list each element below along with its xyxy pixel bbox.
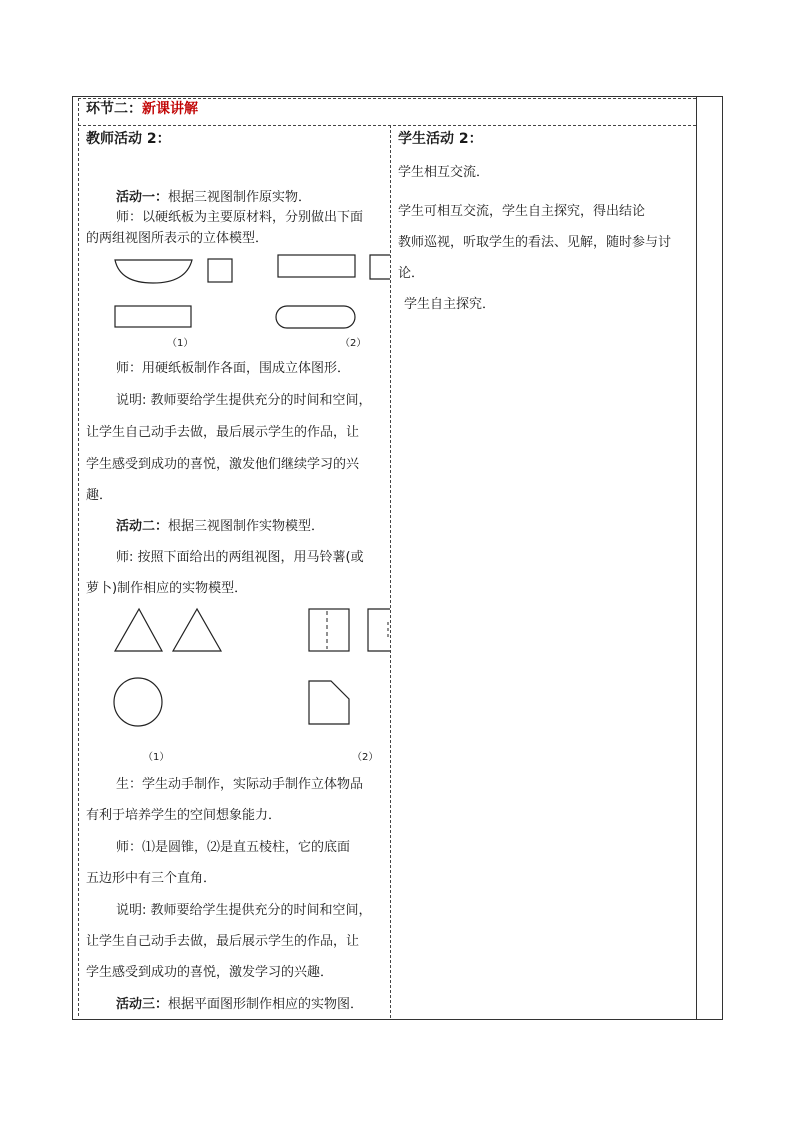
figure2-label-2: （2） <box>352 752 379 763</box>
p7-line3: 学生感受到成功的喜悦，激发学习的兴趣． <box>86 965 334 980</box>
student-line-4: 论． <box>398 266 425 281</box>
teacher-heading: 教师活动 2： <box>86 131 171 147</box>
section-label: 环节二： <box>86 101 142 117</box>
student-heading: 学生活动 2： <box>398 131 483 147</box>
p3-line1: 说明: 教师要给学生提供充分的时间和空间， <box>116 393 372 408</box>
triangle-view-2 <box>173 609 221 651</box>
triangle-view-1 <box>115 609 162 651</box>
p5-line1: 生：学生动手制作，实际动手制作立体物品 <box>116 777 364 792</box>
p3-line3: 学生感受到成功的喜悦，激发他们继续学习的兴 <box>86 457 360 472</box>
p3-line2: 让学生自己动手去做，最后展示学生的作品，让 <box>86 425 360 440</box>
p4-line1: 师: 按照下面给出的两组视图，用马铃薯(或 <box>116 550 364 565</box>
p4-line2: 萝卜)制作相应的实物模型． <box>86 581 248 596</box>
p6-line1: 师：⑴是圆锥，⑵是直五棱柱，它的底面 <box>116 840 351 855</box>
student-line-1: 学生相互交流． <box>398 165 490 180</box>
section-title: 新课讲解 <box>142 101 198 117</box>
activity-three-text: 根据平面图形制作相应的实物图． <box>168 997 364 1012</box>
p3-line4: 趣． <box>86 488 113 503</box>
p1-line2: 的两组视图所表示的立体模型． <box>86 231 269 246</box>
activity-three-title: 活动三： <box>116 997 169 1012</box>
square-view-dashed <box>309 609 349 651</box>
figure1-label-1: （1） <box>167 338 194 349</box>
p7-line1: 说明: 教师要给学生提供充分的时间和空间， <box>116 903 372 918</box>
p6-line2: 五边形中有三个直角． <box>86 871 217 886</box>
student-line-2: 学生可相互交流，学生自主探究，得出结论 <box>398 204 646 219</box>
activity-three <box>116 997 363 1013</box>
activity-two-text: 根据三视图制作实物模型． <box>168 519 325 534</box>
p7-line2: 让学生自己动手去做，最后展示学生的作品，让 <box>86 934 360 949</box>
activity-two-title: 活动二： <box>116 519 169 534</box>
p5-line2: 有利于培养学生的空间想象能力． <box>86 808 282 823</box>
figure1-label-2: （2） <box>340 338 367 349</box>
student-line-5: 学生自主探究． <box>404 297 496 312</box>
pentagon-view <box>309 681 349 724</box>
activity-one-text: 根据三视图制作原实物． <box>168 190 312 205</box>
figure2-label-1: （1） <box>143 752 170 763</box>
p2: 师：用硬纸板制作各面，围成立体图形． <box>116 361 351 376</box>
activity-one-title: 活动一： <box>116 190 169 205</box>
p1-line1: 师：以硬纸板为主要原材料，分别做出下面 <box>116 210 364 225</box>
student-line-3: 教师巡视，听取学生的看法、见解，随时参与讨 <box>398 235 672 250</box>
circle-view <box>114 678 162 726</box>
clipped-square-view <box>368 609 390 651</box>
